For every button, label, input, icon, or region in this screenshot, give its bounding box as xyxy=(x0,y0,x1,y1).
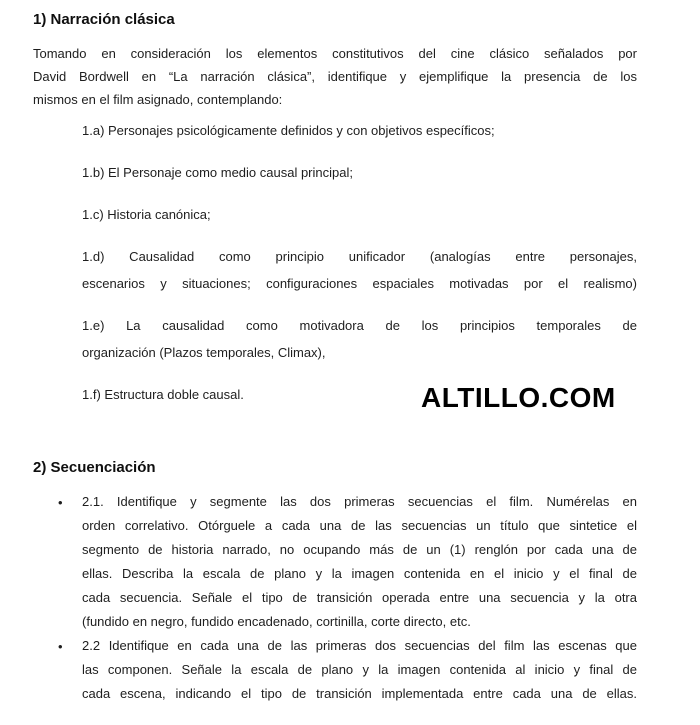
text-line: 2.1. Identifique y segmente las dos primeras secuencias el film. Numérelas en xyxy=(82,494,637,509)
bullet-icon: • xyxy=(58,495,63,510)
clause-1d xyxy=(82,243,637,297)
text-line: 1.e) La causalidad como motivadora de los principios temporales de xyxy=(82,318,637,333)
text-line: 2.2 Identifique en cada una de las primeras dos secuencias del film las escenas que xyxy=(82,638,637,653)
bullet-icon: • xyxy=(58,639,63,654)
text-line: cada escena, indicando el tipo de transición implementada entre cada una de ellas. xyxy=(82,686,637,701)
text-line: mismos en el film asignado, contemplando: xyxy=(33,92,283,107)
section-2-heading: 2) Secuenciación xyxy=(33,459,156,476)
task-list xyxy=(33,490,637,706)
text-line: segmento de historia narrado, no ocupando más de un (1) renglón por cada una de xyxy=(82,542,637,557)
text-line: 1.f) Estructura doble causal. xyxy=(82,387,244,402)
text-line: Tomando en consideración los elementos constitutivos del cine clásico señalados por xyxy=(33,46,637,61)
clause-1b xyxy=(82,159,637,186)
section-1-heading: 1) Narración clásica xyxy=(33,11,175,28)
text-line: ellas. Describa la escala de plano y la imagen contenida en el inicio y el final de xyxy=(82,566,637,581)
text-line: 1.a) Personajes psicológicamente definidos y con objetivos específicos; xyxy=(82,123,495,138)
task-2-1-text xyxy=(82,490,637,634)
task-item-2-1 xyxy=(33,490,637,634)
clause-1c xyxy=(82,201,637,228)
text-line: orden correlativo. Otórguele a cada una de las secuencias un título que sintetice el xyxy=(82,518,637,533)
text-line: 1.c) Historia canónica; xyxy=(82,207,211,222)
text-line: cada secuencia. Señale el tipo de transición operada entre una secuencia y la otra xyxy=(82,590,637,605)
task-item-2-2 xyxy=(33,634,637,706)
clause-1e xyxy=(82,312,637,366)
text-line: escenarios y situaciones; configuraciones espaciales motivadas por el realismo) xyxy=(82,276,637,291)
clause-1a xyxy=(82,117,637,144)
altillo-watermark: ALTILLO.COM xyxy=(421,382,616,413)
task-2-2-text xyxy=(82,634,637,706)
text-line: las componen. Señale la escala de plano y la imagen contenida al inicio y final de xyxy=(82,662,637,677)
text-line: organización (Plazos temporales, Climax), xyxy=(82,345,326,360)
text-line: 1.d) Causalidad como principio unificador (analogías entre personajes, xyxy=(82,249,637,264)
text-line: David Bordwell en “La narración clásica”, identifique y ejemplifique la presencia de los xyxy=(33,69,637,84)
intro-paragraph xyxy=(33,42,637,111)
text-line: 1.b) El Personaje como medio causal principal; xyxy=(82,165,353,180)
text-line: (fundido en negro, fundido encadenado, cortinilla, corte directo, etc. xyxy=(82,614,471,629)
